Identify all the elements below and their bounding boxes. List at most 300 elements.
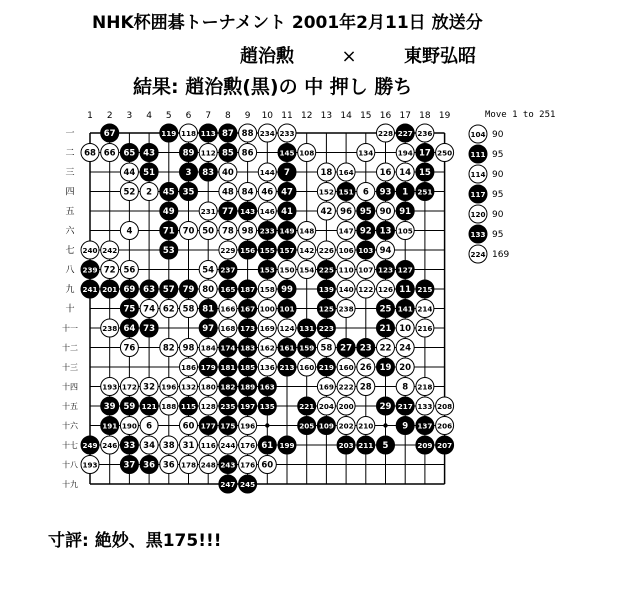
stone-number: 251 <box>417 187 433 197</box>
stone-number: 25 <box>379 304 392 315</box>
stone-number: 116 <box>200 441 216 450</box>
column-label: 4 <box>146 111 152 121</box>
stone-number: 33 <box>123 441 136 451</box>
stone-number: 64 <box>123 324 136 334</box>
stone-number: 62 <box>162 304 175 315</box>
stone-number: 112 <box>200 148 216 158</box>
stone-number: 60 <box>261 460 274 471</box>
row-label: 十 <box>65 304 75 315</box>
stone-number: 122 <box>358 285 374 294</box>
stone-number: 149 <box>279 226 295 236</box>
row-label: 二 <box>65 148 75 159</box>
stone-number: 125 <box>318 304 334 314</box>
stone-number: 250 <box>437 148 453 158</box>
stone-number: 121 <box>141 402 157 411</box>
stone-number: 233 <box>259 226 275 236</box>
stone-number: 59 <box>123 402 136 412</box>
stone-number: 247 <box>220 480 236 489</box>
stone-number: 65 <box>123 148 136 159</box>
stone-number: 217 <box>397 402 413 411</box>
stone-number: 215 <box>417 285 433 294</box>
stone-number: 104 <box>470 130 486 139</box>
stone-number: 97 <box>202 324 215 334</box>
row-label: 七 <box>65 246 75 256</box>
stone-number: 38 <box>162 441 175 451</box>
stone-number: 37 <box>123 460 136 471</box>
stone-number: 29 <box>379 402 392 412</box>
stone-number: 91 <box>399 207 412 217</box>
comment-line: 寸評: 絶妙、黒175!!! <box>48 531 222 551</box>
row-label: 三 <box>65 168 75 178</box>
stone-number: 113 <box>200 129 216 138</box>
stone-number: 165 <box>220 285 236 294</box>
star-point <box>265 423 269 427</box>
stone-number: 193 <box>102 382 118 392</box>
stone-number: 208 <box>437 402 453 411</box>
stone-number: 76 <box>123 343 136 354</box>
stone-number: 226 <box>318 246 334 255</box>
stone-number: 137 <box>417 421 433 431</box>
stone-number: 36 <box>162 460 175 471</box>
stone-number: 141 <box>397 304 413 314</box>
column-label: 1 <box>87 111 93 121</box>
stone-number: 11 <box>399 285 412 295</box>
stone-number: 181 <box>220 363 236 372</box>
stone-number: 13 <box>379 226 392 237</box>
stone-number: 72 <box>103 265 116 276</box>
result-line: 結果: 趙治勲(黒)の 中 押し 勝ち <box>133 76 413 98</box>
column-label: 12 <box>300 111 313 121</box>
column-label: 18 <box>419 111 431 121</box>
stone-number: 187 <box>240 285 256 294</box>
stone-number: 88 <box>241 129 254 139</box>
stone-number: 10 <box>399 324 412 334</box>
stone-number: 85 <box>221 148 234 159</box>
stone-number: 110 <box>338 265 354 275</box>
stone-number: 83 <box>202 168 215 178</box>
stone-number: 182 <box>220 382 236 392</box>
moves-header: Move 1 to 251 <box>485 110 556 120</box>
stone-number: 196 <box>161 382 177 392</box>
stone-number: 105 <box>397 226 413 236</box>
stone-number: 210 <box>358 421 374 431</box>
stone-number: 69 <box>123 285 136 295</box>
stone-number: 152 <box>318 187 334 197</box>
legend-position: 95 <box>492 190 504 200</box>
stone-number: 139 <box>318 285 334 294</box>
stone-number: 87 <box>221 129 234 139</box>
stone-number: 218 <box>417 382 433 392</box>
column-label: 9 <box>244 111 251 121</box>
stone-number: 167 <box>240 304 256 314</box>
stone-number: 58 <box>320 343 333 354</box>
legend-position: 90 <box>492 130 504 140</box>
stone-number: 238 <box>338 304 354 314</box>
stone-number: 96 <box>340 207 353 217</box>
stone-number: 148 <box>299 226 315 236</box>
column-label: 11 <box>281 111 293 121</box>
column-label: 16 <box>379 111 392 121</box>
stone-number: 235 <box>220 402 236 411</box>
stone-number: 98 <box>182 343 195 354</box>
stone-number: 54 <box>202 265 215 276</box>
stone-number: 233 <box>279 129 295 138</box>
stone-number: 24 <box>399 343 412 354</box>
stone-number: 219 <box>318 363 334 372</box>
stone-number: 17 <box>418 148 431 159</box>
stone-number: 18 <box>320 168 333 178</box>
stone-number: 160 <box>338 363 354 372</box>
stone-number: 1 <box>402 187 409 198</box>
stone-number: 176 <box>240 460 256 470</box>
stone-number: 21 <box>379 324 392 334</box>
stone-number: 58 <box>182 304 195 315</box>
stone-number: 79 <box>182 285 195 295</box>
stone-number: 35 <box>182 187 195 198</box>
stone-number: 241 <box>82 285 98 294</box>
stone-number: 41 <box>281 207 293 217</box>
stone-number: 168 <box>220 324 236 333</box>
stone-number: 111 <box>470 150 486 159</box>
stone-number: 206 <box>437 421 453 431</box>
stone-number: 145 <box>279 148 295 158</box>
stone-number: 115 <box>180 402 197 411</box>
legend-position: 95 <box>492 150 504 160</box>
legend-position: 90 <box>492 170 504 180</box>
stone-number: 197 <box>240 402 256 411</box>
stone-number: 84 <box>241 187 254 198</box>
stone-number: 4 <box>126 226 133 237</box>
stone-number: 107 <box>358 265 374 275</box>
stone-number: 174 <box>220 343 236 353</box>
stone-number: 8 <box>402 382 409 393</box>
stone-number: 43 <box>143 148 156 159</box>
stone-number: 81 <box>202 304 215 315</box>
stone-number: 134 <box>358 148 374 158</box>
stone-number: 40 <box>221 168 234 178</box>
row-label: 十七 <box>62 441 78 450</box>
star-point <box>383 423 387 427</box>
stone-number: 27 <box>340 343 353 354</box>
stone-number: 47 <box>281 187 293 198</box>
stone-number: 183 <box>240 343 256 353</box>
stone-number: 222 <box>338 382 354 392</box>
stone-number: 117 <box>470 190 486 199</box>
black-player-name: 趙治勲 <box>240 46 294 67</box>
stone-number: 9 <box>402 421 409 432</box>
column-label: 6 <box>185 111 192 121</box>
row-label: 十八 <box>62 460 78 470</box>
stone-number: 224 <box>470 250 486 259</box>
stone-number: 157 <box>279 246 295 255</box>
stone-number: 49 <box>162 207 175 217</box>
stone-number: 146 <box>259 207 275 216</box>
stone-number: 77 <box>221 207 234 217</box>
stone-number: 109 <box>318 421 334 431</box>
stone-number: 205 <box>299 421 315 431</box>
stone-number: 28 <box>359 382 372 393</box>
stone-number: 135 <box>259 402 275 411</box>
column-label: 19 <box>438 111 451 121</box>
stone-number: 93 <box>379 187 392 198</box>
row-label: 九 <box>65 285 75 295</box>
row-label: 十一 <box>62 324 78 333</box>
stone-number: 44 <box>123 168 136 178</box>
stone-number: 238 <box>102 324 118 333</box>
stone-number: 80 <box>202 285 215 295</box>
stone-number: 32 <box>143 382 156 393</box>
stone-number: 203 <box>338 441 354 450</box>
stone-number: 177 <box>200 421 216 431</box>
stone-number: 95 <box>359 207 372 217</box>
column-label: 7 <box>205 111 212 121</box>
stone-number: 144 <box>259 168 275 177</box>
column-label: 2 <box>106 111 113 121</box>
legend-position: 95 <box>492 230 504 240</box>
stone-number: 3 <box>185 168 192 178</box>
stone-number: 5 <box>382 441 389 451</box>
stone-number: 119 <box>161 129 177 138</box>
stone-number: 90 <box>379 207 392 217</box>
stone-number: 6 <box>362 187 369 198</box>
row-label: 一 <box>65 129 75 139</box>
stone-number: 52 <box>123 187 136 198</box>
stone-number: 82 <box>162 343 175 354</box>
stone-number: 51 <box>143 168 156 178</box>
row-label: 五 <box>65 207 75 217</box>
stone-number: 153 <box>259 265 275 275</box>
stone-number: 98 <box>241 226 254 237</box>
stone-number: 131 <box>299 324 315 333</box>
column-label: 17 <box>399 111 411 121</box>
stone-number: 176 <box>240 441 256 450</box>
stone-number: 158 <box>259 285 275 294</box>
stone-number: 211 <box>358 441 374 450</box>
stone-number: 201 <box>102 285 118 294</box>
stone-number: 132 <box>180 382 197 392</box>
stone-number: 136 <box>259 363 275 372</box>
stone-number: 180 <box>200 382 216 392</box>
stone-number: 127 <box>397 265 413 275</box>
stone-number: 140 <box>338 285 354 294</box>
stone-number: 94 <box>379 246 392 256</box>
stone-number: 23 <box>359 343 372 354</box>
stone-number: 60 <box>182 421 195 432</box>
column-label: 13 <box>320 111 333 121</box>
stone-number: 245 <box>240 480 256 489</box>
stone-number: 246 <box>102 441 118 450</box>
stone-number: 118 <box>180 129 197 138</box>
stone-number: 20 <box>399 363 412 373</box>
vs-mark: × <box>341 46 357 67</box>
legend-position: 90 <box>492 210 504 220</box>
stone-number: 173 <box>240 324 256 333</box>
stone-number: 169 <box>318 382 334 392</box>
stone-number: 89 <box>182 148 195 159</box>
stone-number: 133 <box>417 402 433 411</box>
stone-number: 46 <box>261 187 274 198</box>
stone-number: 231 <box>200 207 216 216</box>
stone-number: 36 <box>143 460 156 471</box>
column-label: 15 <box>360 111 372 121</box>
stone-number: 143 <box>240 207 256 216</box>
stone-number: 42 <box>320 207 333 217</box>
column-label: 5 <box>165 111 172 121</box>
stone-number: 128 <box>200 402 216 411</box>
stone-number: 19 <box>379 363 392 373</box>
stone-number: 100 <box>259 304 275 314</box>
stone-number: 15 <box>418 168 431 178</box>
stone-number: 196 <box>240 421 256 431</box>
stone-number: 160 <box>299 363 315 372</box>
stone-number: 199 <box>279 441 295 450</box>
stone-number: 142 <box>299 246 315 255</box>
stone-number: 74 <box>143 304 156 315</box>
stone-number: 48 <box>221 187 234 198</box>
legend-position: 169 <box>492 250 510 260</box>
stone-number: 56 <box>123 265 136 276</box>
stone-number: 164 <box>338 168 354 177</box>
stone-number: 120 <box>470 210 486 219</box>
white-player-name: 東野弘昭 <box>404 46 476 67</box>
stone-number: 150 <box>279 265 295 275</box>
stone-number: 63 <box>143 285 156 295</box>
row-label: 十五 <box>62 402 78 411</box>
stone-number: 108 <box>299 148 315 158</box>
stone-number: 225 <box>318 265 334 275</box>
stone-number: 249 <box>82 441 98 450</box>
stone-number: 239 <box>82 265 98 275</box>
stone-number: 156 <box>240 246 256 255</box>
stone-number: 186 <box>180 363 197 372</box>
stone-number: 184 <box>200 343 216 353</box>
stone-number: 126 <box>377 285 394 294</box>
stone-number: 14 <box>399 168 412 178</box>
stone-number: 61 <box>261 441 274 451</box>
stone-number: 68 <box>84 148 96 159</box>
stone-number: 31 <box>182 441 195 451</box>
stone-number: 7 <box>284 168 290 178</box>
stone-number: 216 <box>417 324 433 333</box>
row-label: 十九 <box>62 480 78 489</box>
stone-number: 169 <box>259 324 275 333</box>
stone-number: 16 <box>379 168 392 178</box>
stone-number: 162 <box>259 343 275 353</box>
stone-number: 123 <box>377 265 394 275</box>
stone-number: 155 <box>259 246 275 255</box>
stone-number: 26 <box>359 363 372 373</box>
stone-number: 133 <box>470 230 486 239</box>
row-label: 十三 <box>62 363 78 372</box>
stone-number: 234 <box>259 129 275 138</box>
stone-number: 86 <box>241 148 254 159</box>
stone-number: 237 <box>220 265 236 275</box>
stone-number: 243 <box>220 460 236 470</box>
stone-number: 178 <box>180 460 197 470</box>
stone-number: 185 <box>240 363 256 372</box>
stone-number: 22 <box>379 343 392 354</box>
stone-number: 67 <box>103 129 116 139</box>
stone-number: 163 <box>259 382 275 392</box>
stone-number: 193 <box>82 460 98 470</box>
row-label: 四 <box>65 187 75 198</box>
stone-number: 172 <box>121 382 137 392</box>
stone-number: 73 <box>143 324 156 334</box>
stone-number: 114 <box>470 170 486 179</box>
stone-number: 124 <box>279 324 295 333</box>
stone-number: 190 <box>121 421 137 431</box>
stone-number: 244 <box>220 441 236 450</box>
stone-number: 179 <box>200 363 216 372</box>
stone-number: 99 <box>281 285 293 295</box>
stone-number: 221 <box>299 402 315 411</box>
stone-number: 92 <box>359 226 372 237</box>
row-label: 十六 <box>62 421 78 431</box>
row-label: 十四 <box>62 382 78 392</box>
column-label: 14 <box>340 111 352 121</box>
column-label: 10 <box>261 111 274 121</box>
stone-number: 200 <box>338 402 354 411</box>
stone-number: 213 <box>279 363 295 372</box>
stone-number: 39 <box>103 402 116 412</box>
stone-number: 6 <box>146 421 153 432</box>
stone-number: 106 <box>338 246 354 255</box>
stone-number: 159 <box>299 343 315 353</box>
stone-number: 188 <box>161 402 177 411</box>
row-label: 十二 <box>62 343 78 353</box>
stone-number: 214 <box>417 304 433 314</box>
stone-number: 189 <box>240 382 256 392</box>
stone-number: 228 <box>377 129 394 138</box>
row-label: 六 <box>65 226 75 237</box>
stone-number: 236 <box>417 129 433 138</box>
stone-number: 229 <box>220 246 236 255</box>
stone-number: 166 <box>220 304 236 314</box>
stone-number: 227 <box>397 129 413 138</box>
stone-number: 103 <box>358 246 374 255</box>
stone-number: 71 <box>162 226 175 237</box>
stone-number: 147 <box>338 226 354 236</box>
stone-number: 75 <box>123 304 136 315</box>
stone-number: 45 <box>162 187 175 198</box>
stone-number: 191 <box>102 421 118 431</box>
stone-number: 70 <box>182 226 195 237</box>
stone-number: 34 <box>143 441 156 451</box>
stone-number: 209 <box>417 441 433 450</box>
row-label: 八 <box>65 265 75 276</box>
stone-number: 175 <box>220 421 236 431</box>
stone-number: 154 <box>299 265 315 275</box>
stone-number: 66 <box>103 148 116 159</box>
stone-number: 57 <box>162 285 175 295</box>
stone-number: 207 <box>437 441 453 450</box>
stone-number: 2 <box>146 187 153 198</box>
stone-number: 78 <box>221 226 234 237</box>
stone-number: 248 <box>200 460 216 470</box>
stone-number: 101 <box>279 304 295 314</box>
stone-number: 151 <box>338 187 354 197</box>
title-line: NHK杯囲碁トーナメント 2001年2月11日 放送分 <box>92 13 483 33</box>
stone-number: 240 <box>82 246 98 255</box>
column-label: 8 <box>225 111 231 121</box>
stone-number: 204 <box>318 402 334 411</box>
stone-number: 53 <box>162 246 175 256</box>
stone-number: 202 <box>338 421 354 431</box>
stone-number: 223 <box>318 324 334 333</box>
stone-number: 194 <box>397 148 413 158</box>
column-label: 3 <box>126 111 133 121</box>
stone-number: 242 <box>102 246 118 255</box>
